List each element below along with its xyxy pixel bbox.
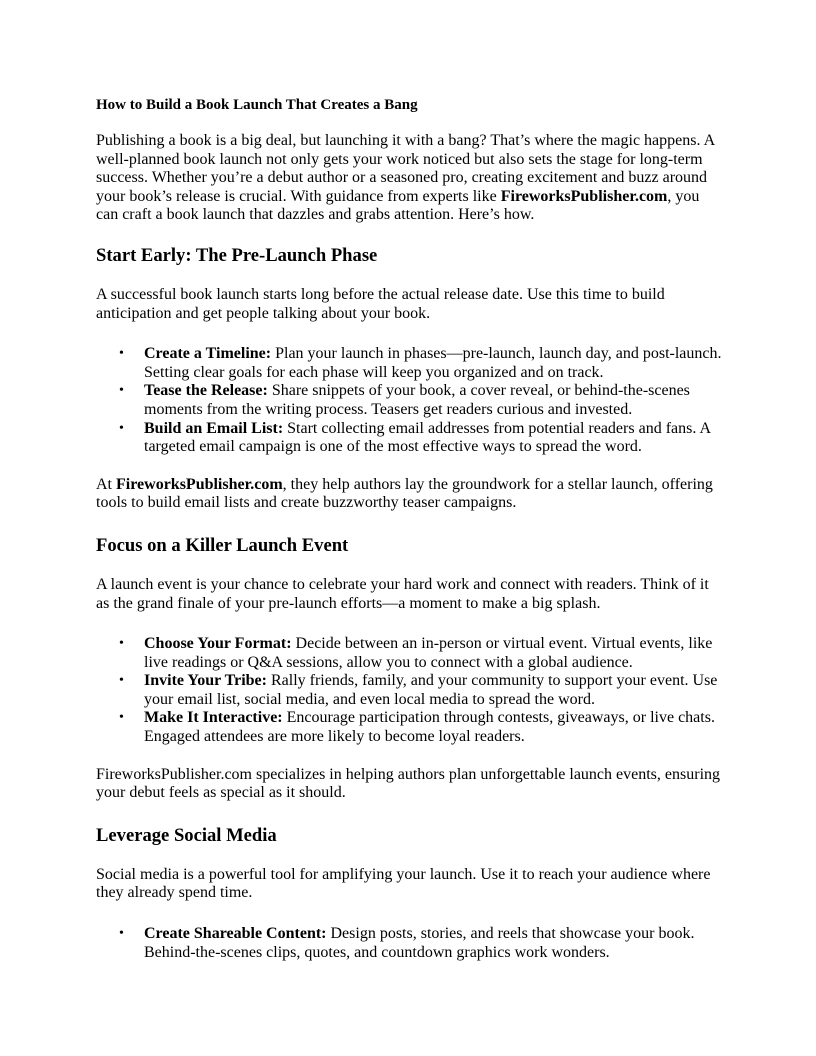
list-item-label: Create a Timeline: xyxy=(144,345,272,363)
list-item-label: Make It Interactive: xyxy=(144,709,283,727)
bullet-icon: • xyxy=(119,346,124,362)
list-item xyxy=(119,345,722,382)
intro-brand-link: FireworksPublisher.com xyxy=(500,187,668,205)
list-item-text: Start collecting email addresses from potential readers and fans. A targeted email campaign is one of the most effective ways to spread the word. xyxy=(144,419,711,456)
intro-text-after: , you can craft a book launch that dazzles and grabs attention. Here’s how. xyxy=(96,187,700,224)
list-item xyxy=(119,709,722,746)
bullet-list xyxy=(96,925,722,962)
section-paragraph: Social media is a powerful tool for amplifying your launch. Use it to reach your audience where they already spend time. xyxy=(96,865,711,902)
closing-text: , they help authors lay the groundwork for a stellar launch, offering tools to build email lists and create buzzworthy teaser campaigns. xyxy=(96,475,713,512)
list-item xyxy=(119,635,722,672)
list-item-text: Encourage participation through contests, giveaways, or live chats. Engaged attendees are more likely to become loyal readers. xyxy=(144,709,715,746)
bullet-icon: • xyxy=(119,673,124,689)
list-item-text: Rally friends, family, and your community to support your event. Use your email list, social media, and even local media to spread the word. xyxy=(144,672,718,708)
list-item-label: Choose Your Format: xyxy=(144,635,292,653)
bullet-icon: • xyxy=(119,420,124,436)
closing-brand-link: FireworksPublisher.com xyxy=(116,475,283,493)
list-item-label: Tease the Release: xyxy=(144,382,268,400)
document-page xyxy=(96,96,722,981)
list-item xyxy=(119,419,722,457)
bullet-icon: • xyxy=(119,636,124,652)
section-closing-paragraph xyxy=(96,476,722,513)
list-item xyxy=(119,672,722,709)
list-item-text: Decide between an in-person or virtual event. Virtual events, like live readings or Q&A sessions, allow you to connect with a global audience. xyxy=(144,635,713,671)
section-heading-launch-event: Focus on a Killer Launch Event xyxy=(96,534,349,556)
bullet-list xyxy=(96,345,722,457)
section-paragraph: A launch event is your chance to celebrate your hard work and connect with readers. Think of it as the grand finale of your pre-launch efforts—a moment to make a big splash. xyxy=(96,575,709,612)
list-item xyxy=(119,925,722,962)
closing-prefix: At xyxy=(96,475,116,493)
list-item-label: Build an Email List: xyxy=(144,419,284,437)
list-item-text: Plan your launch in phases—pre-launch, launch day, and post-launch. Setting clear goals for each phase will keep you organized and on track. xyxy=(144,345,722,381)
section-paragraph: A successful book launch starts long before the actual release date. Use this time to build anticipation and get people talking about your book. xyxy=(96,285,665,322)
section-heading-pre-launch: Start Early: The Pre-Launch Phase xyxy=(96,244,378,266)
bullet-list xyxy=(96,635,722,747)
intro-paragraph xyxy=(96,132,722,225)
list-item xyxy=(119,382,722,419)
document-title: How to Build a Book Launch That Creates a Bang xyxy=(96,97,418,113)
intro-text-before: Publishing a book is a big deal, but launching it with a bang? That’s where the magic happens. A well-planned book launch not only gets your work noticed but also sets the stage for long-term success. Whether you’re a debut author or a seasoned pro, creating excitement and buzz around your book’s release is crucial. With guidance from experts like xyxy=(96,132,715,205)
bullet-icon: • xyxy=(119,710,124,726)
list-item-text: Share snippets of your book, a cover reveal, or behind-the-scenes moments from the writing process. Teasers get readers curious and invested. xyxy=(144,382,690,418)
bullet-icon: • xyxy=(119,926,124,942)
list-item-label: Create Shareable Content: xyxy=(144,925,327,943)
list-item-text: Design posts, stories, and reels that showcase your book. Behind-the-scenes clips, quotes, and countdown graphics work wonders. xyxy=(144,925,695,961)
bullet-icon: • xyxy=(119,383,124,399)
section-closing-paragraph: FireworksPublisher.com specializes in helping authors plan unforgettable launch events, ensuring your debut feels as special as it should. xyxy=(96,765,721,802)
section-heading-social-media: Leverage Social Media xyxy=(96,824,277,846)
list-item-label: Invite Your Tribe: xyxy=(144,672,267,690)
